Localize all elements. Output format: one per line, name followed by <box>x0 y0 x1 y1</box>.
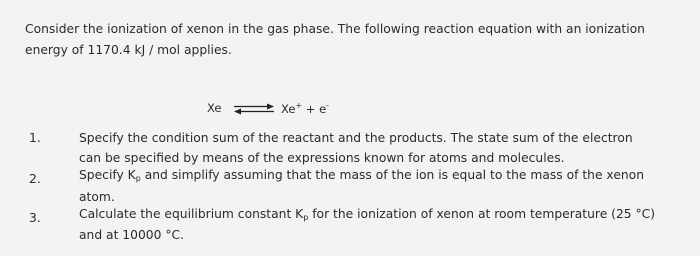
item-1-line-2: can be specified by means of the expressions known for atoms and molecules. <box>79 151 565 165</box>
reactant-xe: Xe <box>207 101 222 115</box>
item-2-text-a: Specify K <box>79 168 136 182</box>
item-3-subscript: p <box>303 213 309 222</box>
intro-line-2: energy of 1170.4 kJ / mol applies. <box>25 43 232 57</box>
product-xe-ion: Xe <box>281 102 296 116</box>
item-2-number: 2. <box>29 172 41 186</box>
item-3-number: 3. <box>29 211 41 225</box>
electron-charge: - <box>326 101 330 110</box>
item-2-text-b: and simplify assuming that the mass of the ion is equal to the mass of the xenon <box>140 168 644 182</box>
item-2-line-1 <box>79 167 644 187</box>
equilibrium-arrows-icon <box>232 99 276 119</box>
item-1-line-1: Specify the condition sum of the reactant and the products. The state sum of the electron <box>79 131 633 145</box>
plus-electron: + e <box>305 102 327 116</box>
item-3-text-b: for the ionization of xenon at room temperature (25 °C) <box>308 207 656 221</box>
intro-line-1: Consider the ionization of xenon in the gas phase. The following reaction equation with an ionization <box>25 22 645 36</box>
ion-charge: + <box>295 101 303 110</box>
item-1-number: 1. <box>29 131 41 145</box>
item-3-text-a: Calculate the equilibrium constant K <box>79 207 304 221</box>
item-2-subscript: p <box>135 174 141 183</box>
item-3-line-2: and at 10000 °C. <box>79 228 184 242</box>
products <box>281 101 329 116</box>
item-3-line-1 <box>79 206 655 226</box>
item-2-line-2: atom. <box>79 190 115 204</box>
